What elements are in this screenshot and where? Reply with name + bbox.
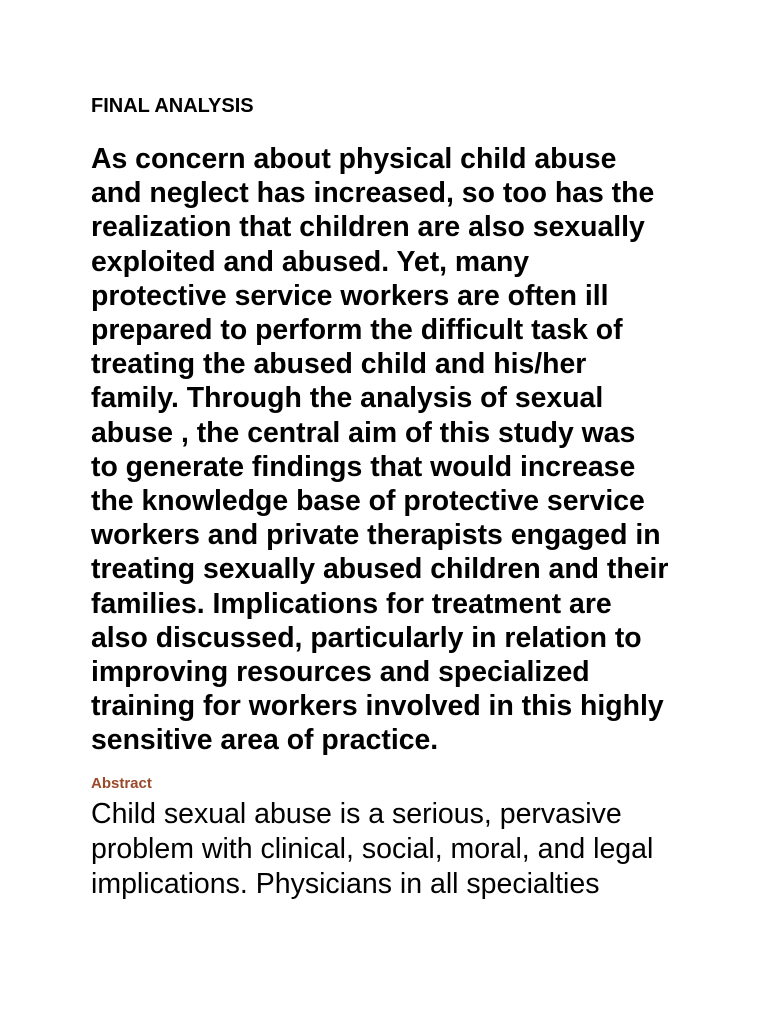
abstract-paragraph: [91, 797, 691, 902]
summary-line: to generate findings that would increase: [91, 450, 636, 483]
abstract-label: Abstract: [91, 775, 152, 792]
summary-line: abuse , the central aim of this study was: [91, 416, 636, 449]
summary-line: protective service workers are often ill: [91, 279, 609, 312]
summary-line: and neglect has increased, so too has the: [91, 177, 655, 210]
summary-line: the knowledge base of protective service: [91, 485, 645, 518]
summary-line: treating sexually abused children and their: [91, 553, 669, 586]
summary-line: exploited and abused. Yet, many: [91, 245, 530, 278]
summary-line: improving resources and specialized: [91, 656, 590, 689]
summary-line: family. Through the analysis of sexual: [91, 382, 604, 415]
summary-line: realization that children are also sexually: [91, 211, 645, 244]
abstract-line: problem with clinical, social, moral, and legal: [91, 833, 654, 865]
abstract-line: Child sexual abuse is a serious, pervasive: [91, 798, 622, 830]
summary-line: training for workers involved in this highly: [91, 690, 664, 723]
summary-line: families. Implications for treatment are: [91, 587, 612, 620]
summary-line: sensitive area of practice.: [91, 724, 439, 757]
abstract-line: implications. Physicians in all specialties: [91, 868, 600, 900]
summary-line: As concern about physical child abuse: [91, 143, 617, 175]
section-heading: FINAL ANALYSIS: [91, 95, 254, 117]
summary-line: prepared to perform the difficult task of: [91, 314, 623, 347]
summary-line: workers and private therapists engaged in: [91, 519, 661, 552]
summary-line: also discussed, particularly in relation to: [91, 621, 642, 654]
summary-paragraph: [91, 142, 691, 758]
summary-line: treating the abused child and his/her: [91, 348, 587, 381]
